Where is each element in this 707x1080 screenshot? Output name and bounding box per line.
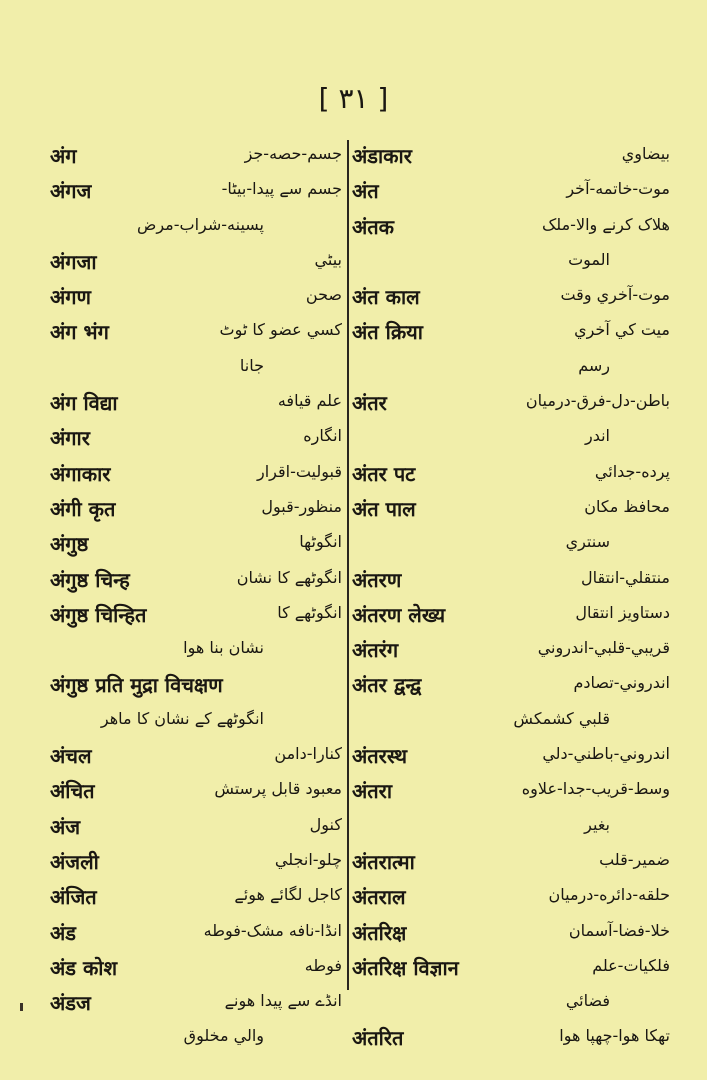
- urdu-meaning: علم قيافه: [277, 391, 342, 411]
- urdu-meaning: منظور-قبول: [261, 496, 342, 516]
- urdu-meaning: موت-آخري وقت: [560, 285, 670, 305]
- dictionary-entry: [24, 281, 344, 315]
- dictionary-entry: [24, 952, 344, 986]
- dictionary-entry: [352, 705, 672, 739]
- hindi-headword: अंतरात्मा: [352, 849, 415, 874]
- dictionary-entry: [352, 775, 672, 809]
- column-divider: [347, 140, 349, 990]
- dictionary-entry: [352, 281, 672, 315]
- hindi-headword: अंगज: [50, 179, 92, 204]
- urdu-meaning: خلا-فضا-آسمان: [568, 920, 670, 940]
- page-number: [ ٣١ ]: [318, 82, 389, 115]
- dictionary-entry: [24, 528, 344, 562]
- dictionary-entry: [24, 705, 344, 739]
- hindi-headword: अंगुष्ठ चिन्हित: [50, 602, 147, 627]
- dictionary-entry: [24, 775, 344, 809]
- hindi-headword: अंगी कृत: [50, 496, 116, 521]
- hindi-headword: अंतरित: [352, 1026, 404, 1051]
- urdu-meaning: وسط-قريب-جدا-علاوه: [521, 779, 670, 799]
- dictionary-entry: [352, 246, 672, 280]
- hindi-headword: अंत काल: [352, 285, 420, 310]
- hindi-headword: अंज: [50, 814, 81, 839]
- dictionary-entry: [352, 175, 672, 209]
- urdu-meaning: اندروني-تصادم: [573, 673, 670, 693]
- dictionary-entry: [352, 140, 672, 174]
- dictionary-entry: [352, 1022, 672, 1056]
- urdu-meaning: تهکا هوا-چهپا هوا: [559, 1026, 670, 1046]
- dictionary-entry: [352, 987, 672, 1021]
- dictionary-entry: [24, 987, 344, 1021]
- left-column: [24, 140, 344, 1058]
- hindi-headword: अंग भंग: [50, 320, 109, 345]
- urdu-meaning: قبوليت-اقرار: [256, 461, 342, 481]
- hindi-headword: अंतरस्थ: [352, 744, 408, 769]
- urdu-meaning: کنول: [309, 814, 342, 834]
- hindi-headword: अंतरण लेख्य: [352, 602, 446, 627]
- urdu-meaning: قلبي کشمکش: [513, 708, 610, 728]
- urdu-meaning: انگوٹهے کے نشان کا ماهر: [100, 708, 264, 728]
- dictionary-entry: [352, 740, 672, 774]
- dictionary-entry: [352, 422, 672, 456]
- urdu-meaning: انگاره: [303, 426, 342, 446]
- urdu-meaning: فضائي: [565, 991, 610, 1011]
- dictionary-entry: [352, 211, 672, 245]
- hindi-headword: अंगण: [50, 285, 91, 310]
- dictionary-entry: [352, 599, 672, 633]
- urdu-meaning: بغير: [584, 814, 610, 834]
- urdu-meaning: کاجل لگائے هوئے: [234, 885, 342, 905]
- dictionary-entry: [24, 140, 344, 174]
- hindi-headword: अंड कोश: [50, 955, 118, 980]
- hindi-headword: अंतर: [352, 391, 387, 416]
- dictionary-entry: [352, 387, 672, 421]
- urdu-meaning: انگوٹها: [299, 532, 342, 552]
- dictionary-entry: [24, 599, 344, 633]
- dictionary-entry: [24, 564, 344, 598]
- urdu-meaning: جانا: [239, 355, 264, 375]
- urdu-meaning: کسي عضو کا ٹوٹ: [219, 320, 342, 340]
- dictionary-entry: [24, 246, 344, 280]
- hindi-headword: अंतराल: [352, 885, 406, 910]
- dictionary-entry: [352, 564, 672, 598]
- dictionary-entry: [352, 811, 672, 845]
- urdu-meaning: جسم-حصه-جز: [244, 144, 342, 163]
- urdu-meaning: ميت کي آخري: [574, 320, 670, 340]
- urdu-meaning: والي مخلوق: [183, 1026, 264, 1046]
- hindi-headword: अंडाकार: [352, 144, 412, 168]
- urdu-meaning: فوطه: [304, 955, 342, 975]
- urdu-meaning: سنتري: [565, 532, 610, 552]
- urdu-meaning: ضمير-قلب: [599, 849, 670, 869]
- dictionary-entry: [24, 1022, 344, 1056]
- urdu-meaning: پسينه-شراب-مرض: [137, 214, 264, 234]
- dictionary-entry: [352, 352, 672, 386]
- hindi-headword: अंग विद्या: [50, 391, 118, 416]
- dictionary-entry: [24, 881, 344, 915]
- dictionary-entry: [24, 387, 344, 421]
- dictionary-entry: [352, 528, 672, 562]
- dictionary-entry: [352, 952, 672, 986]
- urdu-meaning: قريبي-قلبي-اندروني: [537, 638, 670, 658]
- dictionary-entry: [24, 669, 344, 703]
- hindi-headword: अंगुष्ठ प्रति मुद्रा विचक्षण: [50, 673, 223, 698]
- urdu-meaning: منتقلي-انتقال: [580, 567, 670, 587]
- urdu-meaning: الموت: [568, 249, 610, 269]
- urdu-meaning: اندر: [584, 426, 610, 446]
- dictionary-entry: [352, 669, 672, 703]
- urdu-meaning: چلو-انجلي: [274, 849, 342, 869]
- hindi-headword: अंत: [352, 179, 379, 204]
- urdu-meaning: انگوٹهے کا نشان: [236, 567, 342, 587]
- dictionary-entry: [24, 175, 344, 209]
- right-column: [352, 140, 672, 1058]
- dictionary-entry: [352, 917, 672, 951]
- urdu-meaning: موت-خاتمه-آخر: [566, 179, 670, 199]
- urdu-meaning: انگوٹهے کا: [277, 602, 342, 622]
- hindi-headword: अंतर पट: [352, 461, 416, 486]
- dictionary-entry: [24, 740, 344, 774]
- hindi-headword: अंतक: [352, 214, 395, 239]
- hindi-headword: अंतरिक्ष विज्ञान: [352, 955, 459, 980]
- urdu-meaning: دستاويز انتقال: [575, 602, 670, 622]
- dictionary-entry: [24, 458, 344, 492]
- urdu-meaning: بيٹي: [314, 249, 342, 269]
- hindi-headword: अंतरण: [352, 567, 402, 592]
- urdu-meaning: معبود قابل پرستش: [214, 779, 342, 799]
- urdu-meaning: نشان بنا هوا: [183, 638, 264, 658]
- dictionary-entry: [24, 846, 344, 880]
- dictionary-entry: [352, 846, 672, 880]
- urdu-meaning: انڈا-نافه مشک-فوطه: [203, 920, 342, 940]
- hindi-headword: अंडज: [50, 991, 91, 1016]
- hindi-headword: अंतरिक्ष: [352, 920, 407, 945]
- dictionary-entry: [352, 458, 672, 492]
- dictionary-entry: [24, 211, 344, 245]
- hindi-headword: अंड: [50, 920, 76, 945]
- dictionary-entry: [24, 811, 344, 845]
- dictionary-entry: [352, 316, 672, 350]
- hindi-headword: अंत क्रिया: [352, 320, 423, 345]
- hindi-headword: अंत पाल: [352, 496, 416, 521]
- hindi-headword: अंतर द्वन्द्व: [352, 673, 422, 698]
- hindi-headword: अंगुष्ठ चिन्ह: [50, 567, 130, 592]
- dictionary-entry: [24, 493, 344, 527]
- hindi-headword: अंचित: [50, 779, 95, 804]
- hindi-headword: अंचल: [50, 744, 92, 769]
- hindi-headword: अंगार: [50, 426, 90, 451]
- hindi-headword: अंगजा: [50, 249, 97, 274]
- page-mark: [20, 1003, 23, 1011]
- hindi-headword: अंतरंग: [352, 638, 399, 663]
- dictionary-entry: [24, 634, 344, 668]
- urdu-meaning: پرده-جدائي: [594, 461, 670, 481]
- dictionary-entry: [24, 917, 344, 951]
- urdu-meaning: محافظ مکان: [584, 496, 670, 516]
- urdu-meaning: اندروني-باطني-دلي: [542, 744, 670, 764]
- hindi-headword: अंतरा: [352, 779, 393, 804]
- urdu-meaning: صحن: [305, 285, 342, 305]
- urdu-meaning: کنارا-دامن: [274, 744, 342, 764]
- hindi-headword: अंगुष्ठ: [50, 532, 89, 557]
- urdu-meaning: فلکيات-علم: [592, 955, 670, 975]
- urdu-meaning: بيضاوي: [621, 144, 670, 163]
- dictionary-entry: [24, 316, 344, 350]
- urdu-meaning: حلقه-دائره-درميان: [548, 885, 670, 905]
- urdu-meaning: جسم سے پيدا-بيٹا-: [221, 179, 342, 199]
- urdu-meaning: رسم: [578, 355, 610, 375]
- hindi-headword: अंगाकार: [50, 461, 111, 486]
- dictionary-entry: [352, 493, 672, 527]
- dictionary-entry: [24, 352, 344, 386]
- urdu-meaning: هلاک کرنے والا-ملک: [541, 214, 670, 234]
- urdu-meaning: انڈے سے پيدا هونے: [224, 991, 342, 1011]
- hindi-headword: अंजित: [50, 885, 97, 910]
- hindi-headword: अंजली: [50, 849, 99, 874]
- urdu-meaning: باطن-دل-فرق-درميان: [525, 391, 670, 411]
- hindi-headword: अंग: [50, 144, 77, 168]
- dictionary-entry: [24, 422, 344, 456]
- dictionary-entry: [352, 634, 672, 668]
- dictionary-entry: [352, 881, 672, 915]
